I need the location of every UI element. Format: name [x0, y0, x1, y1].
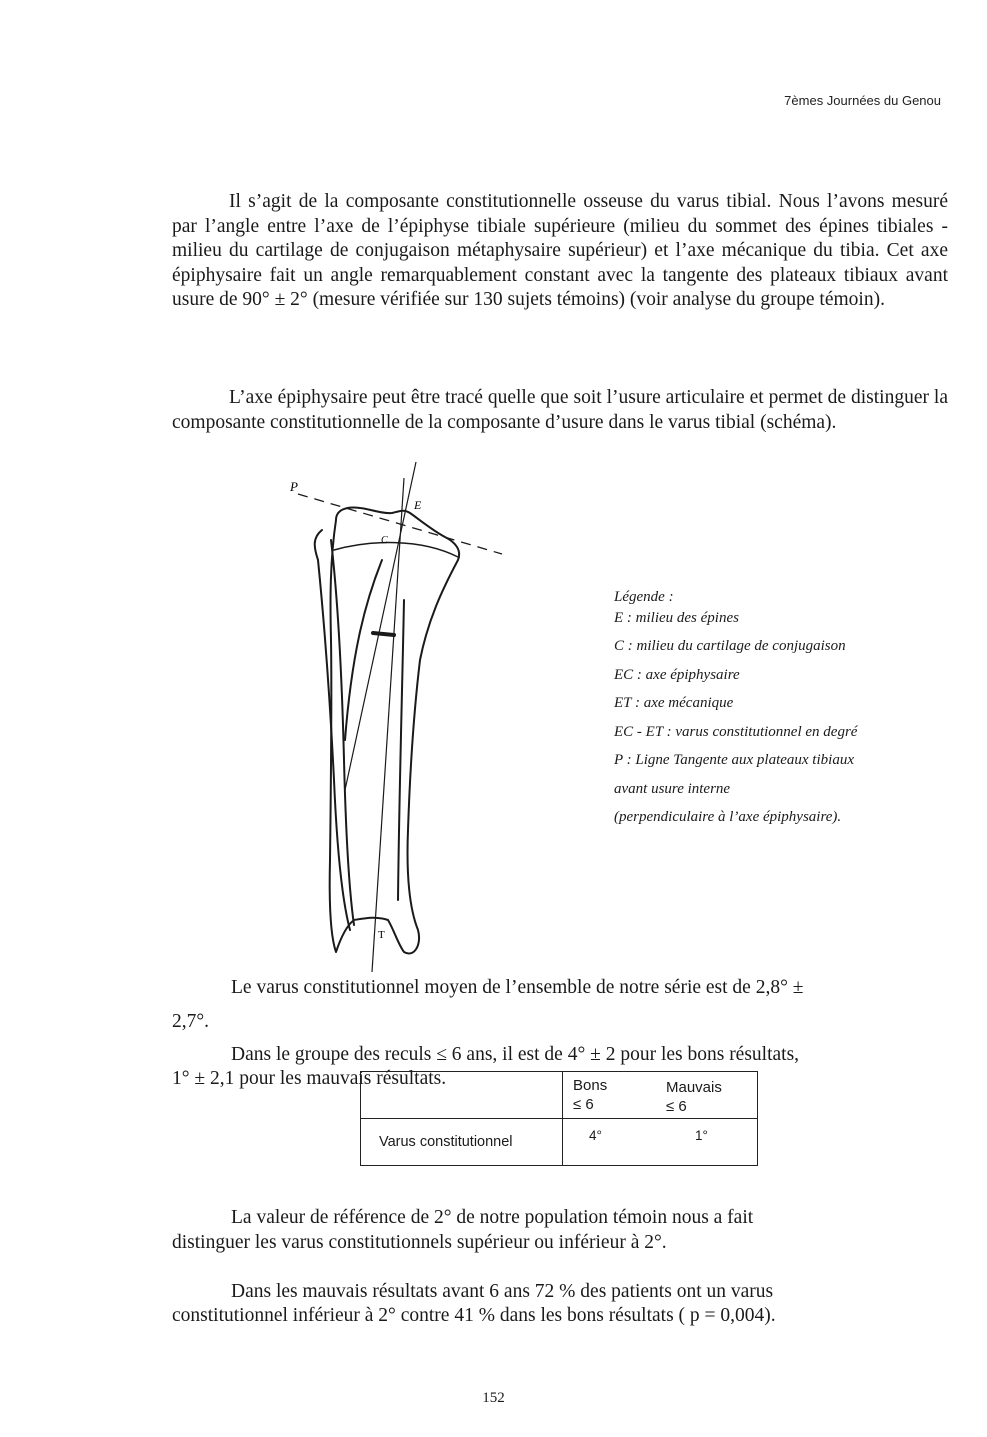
legend-title: Légende :: [614, 589, 674, 605]
col-mauvais-label: Mauvais: [666, 1079, 722, 1096]
paragraph2-text: L’axe épiphysaire peut être tracé quelle que soit l’usure articulaire et permet de distinguer la composante constitutionnelle de la composante d’usure dans le varus tibial (schéma).: [172, 387, 948, 433]
value-bons: 4°: [589, 1128, 602, 1143]
running-header: 7èmes Journées du Genou: [784, 93, 941, 108]
page-number: 152: [482, 1390, 505, 1406]
row-values-cell: [563, 1119, 758, 1166]
col-bons-label: Bons: [573, 1077, 608, 1094]
mechanical-axis-et: [372, 478, 404, 972]
label-c: C: [381, 535, 388, 546]
para5-line2: distinguer les varus constitutionnels supérieur ou inférieur à 2°.: [172, 1232, 667, 1253]
para6-line2: constitutionnel inférieur à 2° contre 41 % dans les bons résultats ( p = 0,004).: [172, 1305, 776, 1326]
table-corner-cell: [361, 1072, 563, 1119]
para4-line1: Dans le groupe des reculs ≤ 6 ans, il est de 4° ± 2 pour les bons résultats,: [231, 1044, 800, 1065]
paragraph1-text: Il s’agit de la composante constitutionnelle osseuse du varus tibial. Nous l’avons mesuré par l’angle entre l’axe de l’épiphyse tibiale supérieure (milieu du sommet des épines tibiales - milieu du cartilage de conjugaison métaphysaire supérieur) et l’axe mécanique du tibia. Cet axe épiphysaire fait un angle remarquablement constant avec la tangente des plateaux tibiaux avant usure de 90° ± 2° (mesure vérifiée sur 130 sujets témoins) (voir analyse du groupe témoin).: [172, 191, 948, 310]
label-t: T: [378, 929, 385, 941]
paragraph-wear-component: [172, 386, 948, 435]
value-mauvais: 1°: [695, 1128, 708, 1143]
para5-line1: La valeur de référence de 2° de notre population témoin nous a fait: [231, 1207, 754, 1228]
canal-left: [345, 560, 382, 740]
legend-item: EC - ET : varus constitutionnel en degré: [614, 723, 858, 740]
col-bons-sub: ≤ 6: [573, 1096, 594, 1113]
col-mauvais-sub: ≤ 6: [666, 1098, 687, 1115]
diagram-legend: [614, 583, 857, 832]
table-row: [361, 1119, 758, 1166]
row-label: Varus constitutionnel: [379, 1134, 513, 1150]
fibula-outline: [315, 530, 350, 930]
results-table: [360, 1071, 758, 1166]
legend-item: (perpendiculaire à l’axe épiphysaire).: [614, 809, 842, 825]
para3-line2: 2,7°.: [172, 1011, 210, 1032]
legend-item: ET : axe mécanique: [614, 695, 734, 711]
para4-line2: 1° ± 2,1 pour les mauvais résultats.: [172, 1068, 447, 1089]
legend-item: EC : axe épiphysaire: [614, 666, 740, 683]
legend-item: E : milieu des épines: [614, 609, 739, 626]
row-label-cell: [361, 1119, 563, 1166]
para3-line1: Le varus constitutionnel moyen de l’ensemble de notre série est de 2,8° ±: [231, 977, 804, 998]
tibia-diagram: [280, 460, 520, 980]
fibula-inner: [331, 540, 354, 925]
legend-item: P : Ligne Tangente aux plateaux tibiaux: [614, 752, 854, 768]
legend-item: C : milieu du cartilage de conjugaison: [614, 638, 846, 654]
canal-right: [398, 600, 404, 900]
label-p: P: [290, 479, 298, 494]
paragraph-epiphyseal-axis: [172, 190, 948, 313]
label-e: E: [414, 498, 422, 512]
cortex-mark: [373, 633, 394, 635]
table-header-row: [361, 1072, 758, 1119]
legend-item: avant usure interne: [614, 780, 731, 797]
para6-line1: Dans les mauvais résultats avant 6 ans 72 % des patients ont un varus: [231, 1281, 774, 1302]
table-header-cell: [563, 1072, 758, 1119]
